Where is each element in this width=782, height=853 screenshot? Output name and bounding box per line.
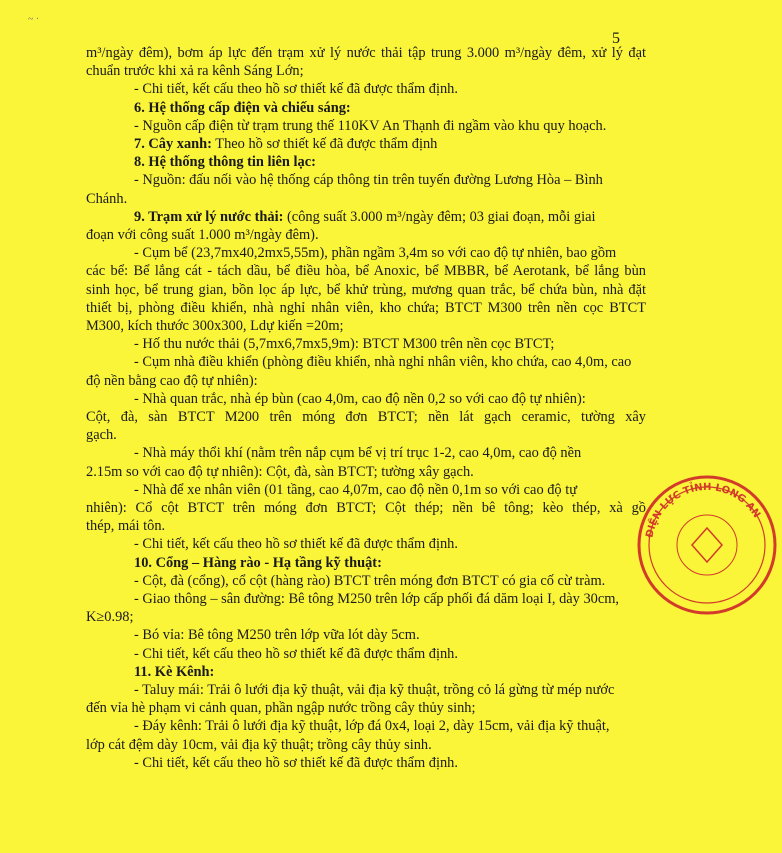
text-line: 6. Hệ thống cấp điện và chiếu sáng: bbox=[134, 99, 351, 116]
text-line: - Nhà quan trắc, nhà ép bùn (cao 4,0m, cao độ nền 0,2 so với cao độ tự nhiên): bbox=[134, 390, 586, 407]
text-line: - Nguồn cấp điện từ trạm trung thế 110KV An Thạnh đi ngầm vào khu quy hoạch. bbox=[134, 117, 607, 134]
stamp-text: ĐIỆN LỰC TỈNH LONG AN bbox=[644, 482, 762, 539]
text-line: K≥0.98; bbox=[86, 609, 134, 626]
text-line: - Cột, đà (cổng), cổ cột (hàng rào) BTCT trên móng đơn BTCT có gia cố cừ tràm. bbox=[134, 572, 606, 589]
text-line: sinh học, bể trung gian, bồn lọc áp lực, bể khử trùng, mương quan trắc, bể chứa bùn, nhà đặt bbox=[86, 281, 646, 298]
corner-mark: ~ · bbox=[28, 14, 40, 25]
text-line: 11. Kè Kênh: bbox=[134, 663, 215, 680]
text-line: lớp cát đệm dày 10cm, vải địa kỹ thuật; trồng cây thủy sinh. bbox=[86, 736, 432, 753]
text-line: 10. Cổng – Hàng rào - Hạ tầng kỹ thuật: bbox=[134, 554, 382, 571]
text-line: đoạn với công suất 1.000 m³/ngày đêm). bbox=[86, 227, 319, 243]
text-line: Cột, đà, sàn BTCT M200 trên móng đơn BTCT; nền lát gạch ceramic, tường xây bbox=[86, 409, 646, 425]
text-line: nhiên): Cổ cột BTCT trên móng đơn BTCT; Cột thép; nền bê tông; kèo thép, xà gồ bbox=[86, 500, 646, 516]
text-line: - Nguồn: đấu nối vào hệ thống cáp thông tin trên tuyến đường Lương Hòa – Bình bbox=[134, 172, 603, 189]
red-seal-stamp bbox=[632, 470, 782, 620]
text-line: - Hố thu nước thải (5,7mx6,7mx5,9m): BTCT M300 trên nền cọc BTCT; bbox=[134, 336, 555, 353]
text-line: 8. Hệ thống thông tin liên lạc: bbox=[134, 154, 316, 171]
text-line: - Bó vỉa: Bê tông M250 trên lớp vữa lót dày 5cm. bbox=[134, 627, 420, 644]
text-line: - Chi tiết, kết cấu theo hồ sơ thiết kế đã được thẩm định. bbox=[134, 536, 458, 553]
text-line: - Chi tiết, kết cấu theo hồ sơ thiết kế đã được thẩm định. bbox=[134, 81, 458, 98]
text-line: 7. Cây xanh: Theo hồ sơ thiết kế đã được thẩm định bbox=[134, 136, 438, 152]
text-line: 9. Trạm xử lý nước thải: (công suất 3.000 m³/ngày đêm; 03 giai đoạn, mỗi giai bbox=[134, 208, 596, 225]
text-line: - Nhà để xe nhân viên (01 tầng, cao 4,07m, cao độ nền 0,1m so với cao độ tự bbox=[134, 481, 578, 498]
text-line: thép, mái tôn. bbox=[86, 518, 166, 535]
text-line: đến vỉa hè phạm vi cảnh quan, phần ngập nước trồng cây thủy sinh; bbox=[86, 700, 476, 717]
text-line: m³/ngày đêm), bơm áp lực đến trạm xử lý nước thải tập trung 3.000 m³/ngày đêm, xử lý đạt bbox=[86, 45, 646, 61]
page-number: 5 bbox=[612, 30, 620, 47]
text-line: chuẩn trước khi xả ra kênh Sáng Lớn; bbox=[86, 63, 304, 80]
text-line: 2.15m so với cao độ tự nhiên): Cột, đà, sàn BTCT; tường xây gạch. bbox=[86, 463, 474, 480]
text-line: - Giao thông – sân đường: Bê tông M250 trên lớp cấp phối đá dăm loại I, dày 30cm, bbox=[134, 591, 620, 607]
text-line: - Đáy kênh: Trải ô lưới địa kỹ thuật, lớp đá 0x4, loại 2, dày 15cm, vải địa kỹ thuật, bbox=[134, 718, 610, 735]
text-line: - Cụm bể (23,7mx40,2mx5,55m), phần ngầm 3,4m so với cao độ tự nhiên, bao gồm bbox=[134, 245, 617, 262]
text-line: độ nền bằng cao độ tự nhiên): bbox=[86, 372, 258, 389]
text-line: Chánh. bbox=[86, 190, 128, 207]
text-line: - Cụm nhà điều khiển (phòng điều khiển, nhà nghỉ nhân viên, kho chứa, cao 4,0m, cao bbox=[134, 354, 632, 371]
text-line: - Taluy mái: Trải ô lưới địa kỹ thuật, vải địa kỹ thuật, trồng cỏ lá gừng từ mép nước bbox=[134, 682, 615, 698]
text-line: các bể: Bể lắng cát - tách dầu, bể điều hòa, bể Anoxic, bể MBBR, bể Aerotank, bể lắng bùn bbox=[86, 263, 646, 280]
text-line: M300, kích thước 300x300, Ldự kiến =20m; bbox=[86, 318, 344, 334]
text-line: - Chi tiết, kết cấu theo hồ sơ thiết kế đã được thẩm định. bbox=[134, 645, 458, 662]
text-line: gạch. bbox=[86, 427, 117, 444]
text-line: - Nhà máy thổi khí (nằm trên nắp cụm bể vị trí trục 1-2, cao 4,0m, cao độ nền bbox=[134, 445, 582, 462]
text-line: thiết bị, phòng điều khiển, nhà nghỉ nhân viên, kho chứa; BTCT M300 trên nền cọc BTCT bbox=[86, 299, 646, 316]
text-line: - Chi tiết, kết cấu theo hồ sơ thiết kế đã được thẩm định. bbox=[134, 754, 458, 771]
